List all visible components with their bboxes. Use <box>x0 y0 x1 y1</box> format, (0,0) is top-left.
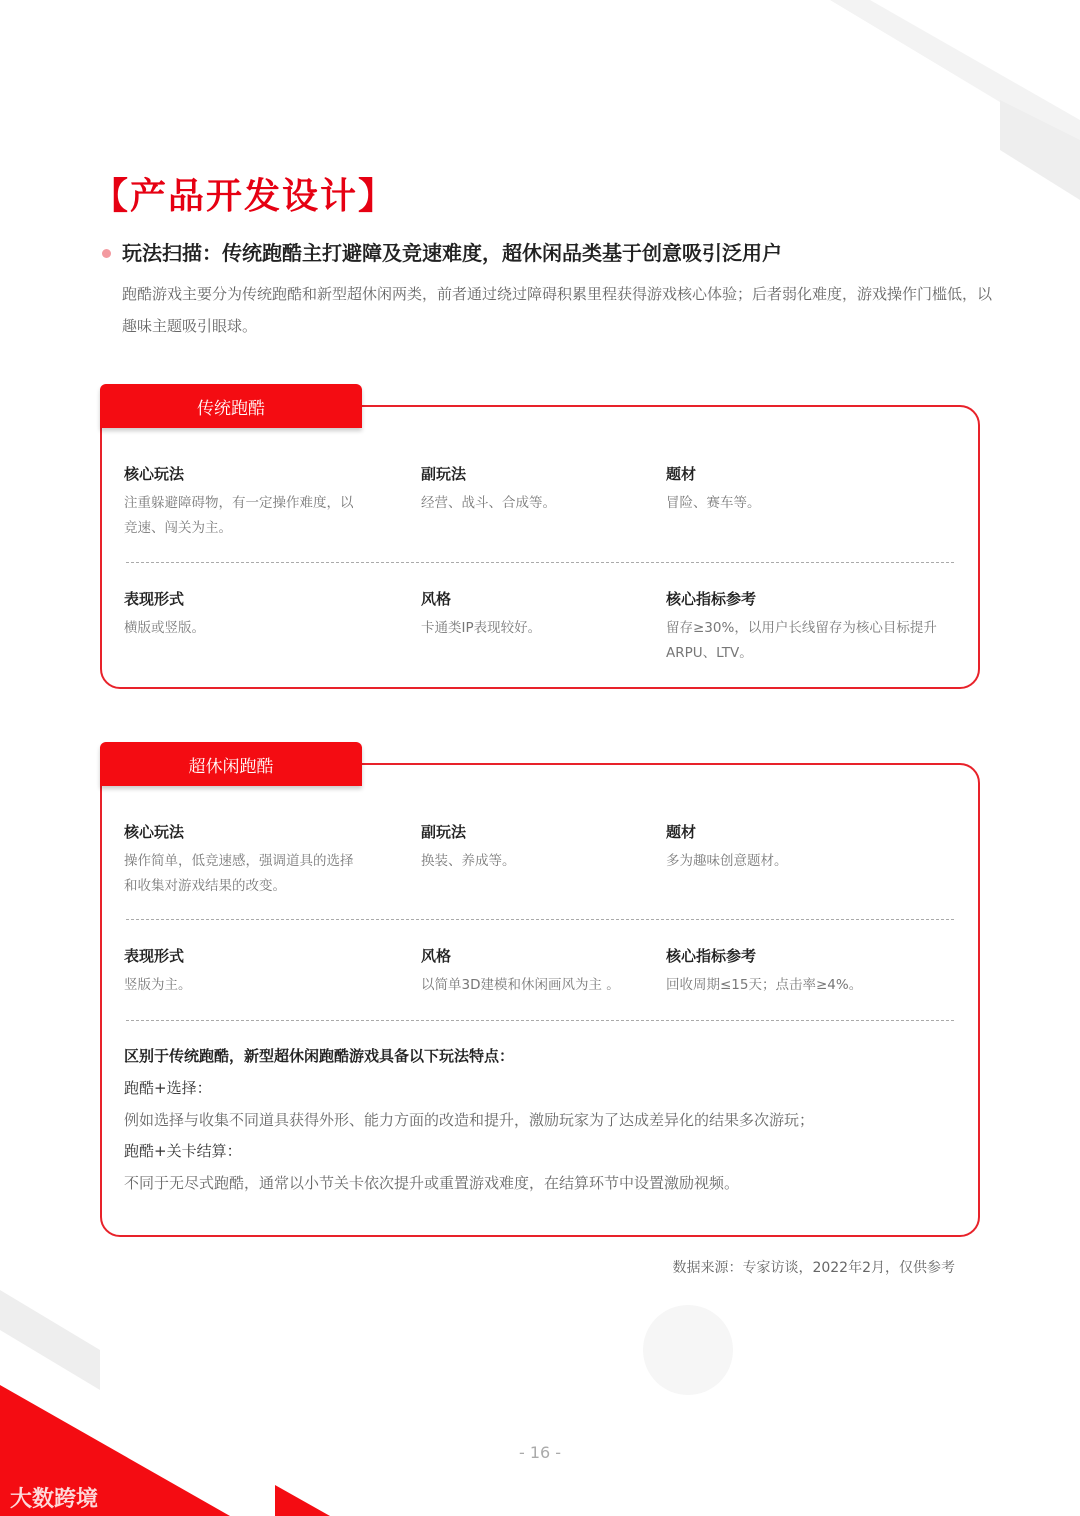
section-intro: 跑酷游戏主要分为传统跑酷和新型超休闲两类，前者通过绕过障碍积累里程获得游戏核心体验；后者弱化难度，游戏操作门槛低，以趣味主题吸引眼球。 <box>122 285 993 335</box>
item-text: 多为趣味创意题材。 <box>666 853 788 869</box>
item-heading: 副玩法 <box>421 465 467 483</box>
feature-2-text: 不同于无尽式跑酷，通常以小节关卡依次提升或重置游戏难度，在结算环节中设置激励视频。 <box>124 1174 740 1192</box>
item-heading: 核心指标参考 <box>666 947 757 965</box>
data-source: 数据来源：专家访谈，2022年2月，仅供参考 <box>672 1260 955 1276</box>
item-heading: 副玩法 <box>421 823 467 841</box>
divider <box>126 919 954 920</box>
page-number: - 16 - <box>518 1443 562 1462</box>
item-text: 以简单3D建模和休闲画风为主 。 <box>421 977 620 993</box>
feature-1-text: 例如选择与收集不同道具获得外形、能力方面的改造和提升，激励玩家为了达成差异化的结果多次游玩； <box>124 1111 815 1129</box>
feature-1-title: 跑酷+选择： <box>124 1079 212 1097</box>
item-heading: 表现形式 <box>124 590 185 608</box>
item-heading: 核心玩法 <box>124 465 185 483</box>
item-text: 换装、养成等。 <box>421 853 516 869</box>
item-text: 操作简单，低竞速感，强调道具的选择和收集对游戏结果的改变。 <box>124 853 354 894</box>
page-title: 【产品开发设计】 <box>92 176 397 217</box>
card-tab-traditional: 传统跑酷 <box>100 384 362 428</box>
item-text: 冒险、赛车等。 <box>666 495 761 511</box>
item-text: 竖版为主。 <box>124 977 192 993</box>
section-subtitle: 玩法扫描：传统跑酷主打避障及竞速难度，超休闲品类基于创意吸引泛用户 <box>122 241 782 265</box>
item-heading: 风格 <box>421 590 452 608</box>
item-heading: 题材 <box>666 465 697 483</box>
item-heading: 核心玩法 <box>124 823 185 841</box>
item-text: 回收周期≤15天；点击率≥4%。 <box>666 977 863 993</box>
card-tab-hypercasual: 超休闲跑酷 <box>100 742 362 786</box>
card-hypercasual-parkour <box>100 763 980 1237</box>
item-text: 横版或竖版。 <box>124 620 205 636</box>
item-heading: 核心指标参考 <box>666 590 757 608</box>
card-traditional-parkour <box>100 405 980 689</box>
item-text: 经营、战斗、合成等。 <box>421 495 556 511</box>
item-heading: 题材 <box>666 823 697 841</box>
item-heading: 风格 <box>421 947 452 965</box>
item-text: 留存≥30%，以用户长线留存为核心目标提升ARPU、LTV。 <box>666 620 937 661</box>
divider <box>126 1020 954 1021</box>
divider <box>126 562 954 563</box>
item-text: 卡通类IP表现较好。 <box>421 620 542 636</box>
item-heading: 表现形式 <box>124 947 185 965</box>
brand-logo: 大数跨境 <box>10 1487 99 1512</box>
features-lead: 区别于传统跑酷，新型超休闲跑酷游戏具备以下玩法特点： <box>124 1047 515 1065</box>
bullet-icon <box>102 249 111 258</box>
item-text: 注重躲避障碍物，有一定操作难度，以竞速、闯关为主。 <box>124 495 354 536</box>
feature-2-title: 跑酷+关卡结算： <box>124 1142 242 1160</box>
